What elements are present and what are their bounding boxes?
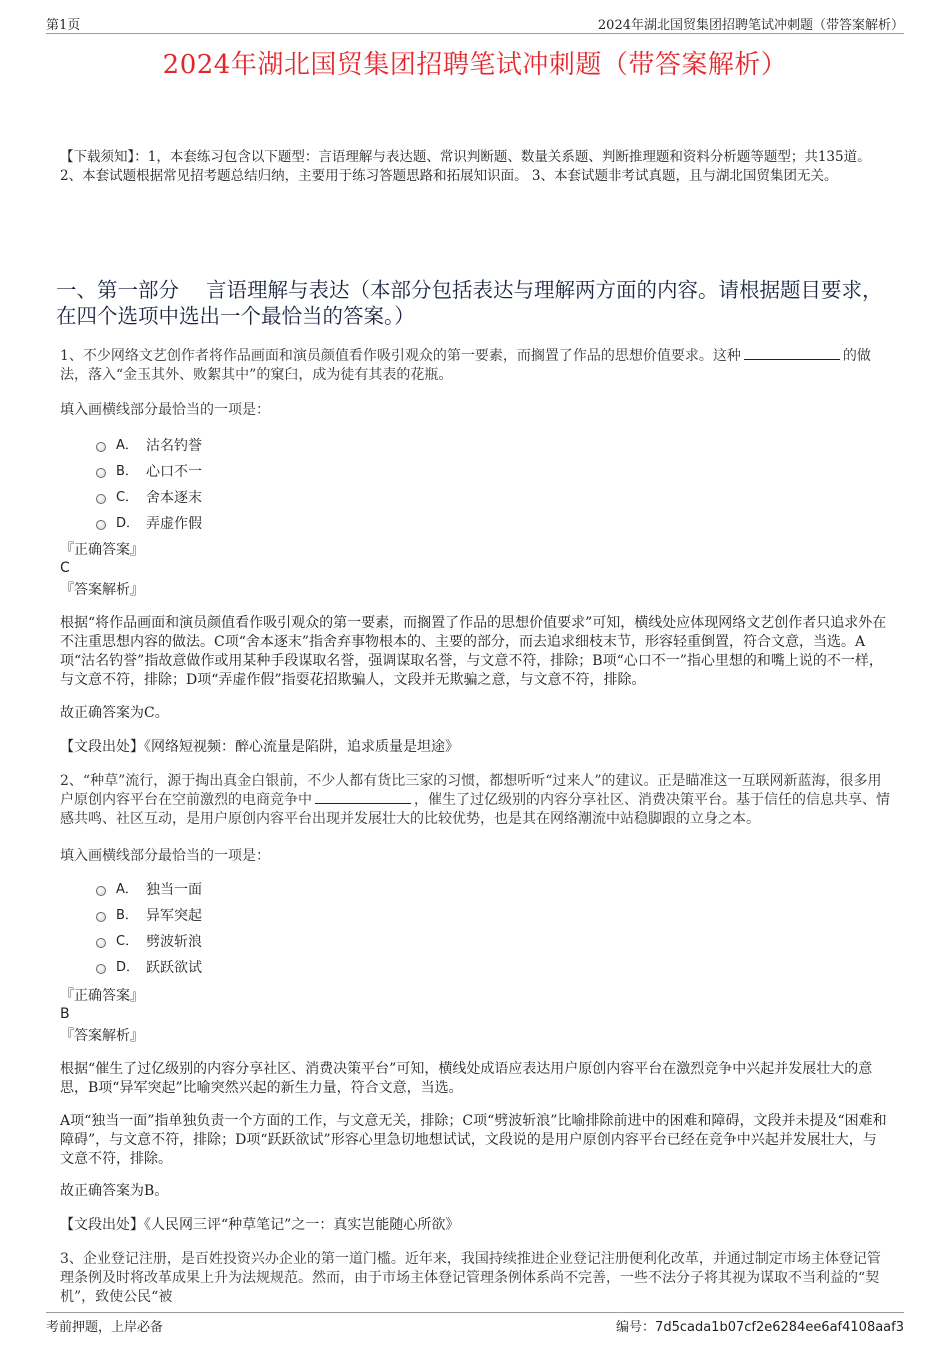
question-1-text-before: 1、不少网络文艺创作者将作品画面和演员颜值看作吸引观众的第一要素，而搁置了作品的思想价值要求。这种 bbox=[60, 348, 741, 364]
option-text: 劈波斩浪 bbox=[146, 934, 202, 950]
radio-icon[interactable] bbox=[96, 468, 106, 478]
download-notice: 【下载须知】：1，本套练习包含以下题型：言语理解与表达题、常识判断题、数量关系题、判断推理题和资料分析题等题型；共135道。 2、本套试题根据常见招考题总结归纳，主要用于练习答题思路和拓展知识面。 3、本套试题非考试真题，且与湖北国贸集团无关。 bbox=[60, 149, 871, 184]
option-text: 沽名钓誉 bbox=[146, 438, 202, 454]
analysis-1-conclusion: 故正确答案为C。 bbox=[60, 705, 169, 721]
analysis-2-paragraph-2: A项“独当一面”指单独负责一个方面的工作，与文意无关，排除；C项“劈波斩浪”比喻排除前进中的困难和障碍，文段并未提及“困难和障碍”，与文意不符，排除；D项“跃跃欲试”形容心里急切地想试试，文段说的是用户原创内容平台已经在竞争中兴起并发展壮大，与文意不符，排除。 bbox=[60, 1113, 887, 1167]
running-footer bbox=[46, 1312, 904, 1334]
option-text: 跃跃欲试 bbox=[146, 960, 202, 976]
analysis-2-paragraph-1: 根据“催生了过亿级别的内容分享社区、消费决策平台”可知，横线处成语应表达用户原创内容平台在激烈竞争中兴起并发展壮大的意思，B项“异军突起”比喻突然兴起的新生力量，符合文意，当选。 bbox=[60, 1061, 873, 1096]
option-text: 异军突起 bbox=[146, 908, 202, 924]
question-1-text bbox=[60, 347, 890, 385]
option-letter: B． bbox=[116, 464, 138, 479]
page-number: 第1页 bbox=[46, 18, 81, 33]
radio-icon[interactable] bbox=[96, 938, 106, 948]
footer-slogan: 考前押题，上岸必备 bbox=[46, 1320, 164, 1335]
option-text: 心口不一 bbox=[146, 464, 202, 480]
option-letter: C． bbox=[116, 490, 139, 505]
radio-icon[interactable] bbox=[96, 520, 106, 530]
correct-answer-1: C bbox=[60, 560, 70, 576]
analysis-2-source: 【文段出处】《人民网三评“种草笔记”之一：真实岂能随心所欲》 bbox=[60, 1217, 460, 1233]
radio-icon[interactable] bbox=[96, 442, 106, 452]
section-heading: 一、第一部分 言语理解与表达（本部分包括表达与理解两方面的内容。请根据题目要求，在四个选项中选出一个最恰当的答案。） bbox=[56, 278, 883, 328]
option-letter: A． bbox=[116, 438, 138, 453]
question-1-blank bbox=[744, 348, 840, 360]
option-text: 独当一面 bbox=[146, 882, 202, 898]
document-title: 2024年湖北国贸集团招聘笔试冲刺题（带答案解析） bbox=[162, 50, 788, 80]
document-code-label: 编号： bbox=[616, 1320, 656, 1335]
question-2-blank bbox=[315, 792, 411, 804]
fill-prompt-1: 填入画横线部分最恰当的一项是： bbox=[60, 402, 270, 418]
option-letter: B． bbox=[116, 908, 138, 923]
analysis-1-paragraph-1: 根据“将作品画面和演员颜值看作吸引观众的第一要素，而搁置了作品的思想价值要求”可知，横线处应体现网络文艺创作者只追求外在不注重思想内容的做法。C项“舍本逐末”指舍弃事物根本的、主要的部分，而去追求细枝末节，形容轻重倒置，符合文意，当选。A项“沽名钓誉”指故意做作或用某种手段谋取名誉，强调谋取名誉，与文意不符，排除；B项“心口不一”指心里想的和嘴上说的不一样，与文意不符，排除；D项“弄虚作假”指耍花招欺骗人，文段并无欺骗之意，与文意不符，排除。 bbox=[60, 615, 887, 688]
radio-icon[interactable] bbox=[96, 964, 106, 974]
correct-answer-label-2: 『正确答案』 bbox=[60, 988, 144, 1004]
radio-icon[interactable] bbox=[96, 886, 106, 896]
question-1-text-after: 的做法，落入“金玉其外、败絮其中”的窠臼，成为徒有其表的花瓶。 bbox=[60, 348, 871, 383]
option-text: 舍本逐末 bbox=[146, 490, 202, 506]
analysis-label-1: 『答案解析』 bbox=[60, 582, 144, 598]
document-code bbox=[616, 1316, 904, 1335]
running-header bbox=[46, 14, 904, 34]
correct-answer-label-1: 『正确答案』 bbox=[60, 542, 144, 558]
option-letter: D． bbox=[116, 516, 140, 531]
option-letter: C． bbox=[116, 934, 139, 949]
fill-prompt-2: 填入画横线部分最恰当的一项是： bbox=[60, 848, 270, 864]
analysis-label-2: 『答案解析』 bbox=[60, 1028, 144, 1044]
question-2-text bbox=[60, 772, 890, 829]
radio-icon[interactable] bbox=[96, 912, 106, 922]
radio-icon[interactable] bbox=[96, 494, 106, 504]
analysis-2-conclusion: 故正确答案为B。 bbox=[60, 1183, 169, 1199]
header-doc-title: 2024年湖北国贸集团招聘笔试冲刺题（带答案解析） bbox=[597, 18, 904, 33]
option-letter: D． bbox=[116, 960, 140, 975]
option-letter: A． bbox=[116, 882, 138, 897]
correct-answer-2: B bbox=[60, 1006, 70, 1022]
option-text: 弄虚作假 bbox=[146, 516, 202, 532]
question-2-text-before: 2、“种草”流行，源于掏出真金白银前，不少人都有货比三家的习惯，都想听听“过来人”的建议。正是瞄准这一互联网新蓝海，很多用户原创内容平台在空前激烈的电商竞争中 bbox=[60, 773, 882, 808]
question-3-text: 3、企业登记注册，是百姓投资兴办企业的第一道门槛。近年来，我国持续推进企业登记注册便利化改革，并通过制定市场主体登记管理条例及时将改革成果上升为法规规范。然而，由于市场主体登记管理条例体系尚不完善，一些不法分子将其视为谋取不当利益的“契机”，致使公民“被 bbox=[60, 1251, 881, 1305]
document-code-value: 7d5cada1b07cf2e6284ee6af4108aaf3 bbox=[655, 1320, 904, 1335]
question-2-text-after: ，催生了过亿级别的内容分享社区、消费决策平台。基于信任的信息共享、情感共鸣、社区互动，是用户原创内容平台出现并发展壮大的比较优势，也是其在网络潮流中站稳脚跟的立身之本。 bbox=[60, 792, 890, 827]
analysis-1-source: 【文段出处】《网络短视频：醉心流量是陷阱，追求质量是坦途》 bbox=[60, 739, 459, 755]
